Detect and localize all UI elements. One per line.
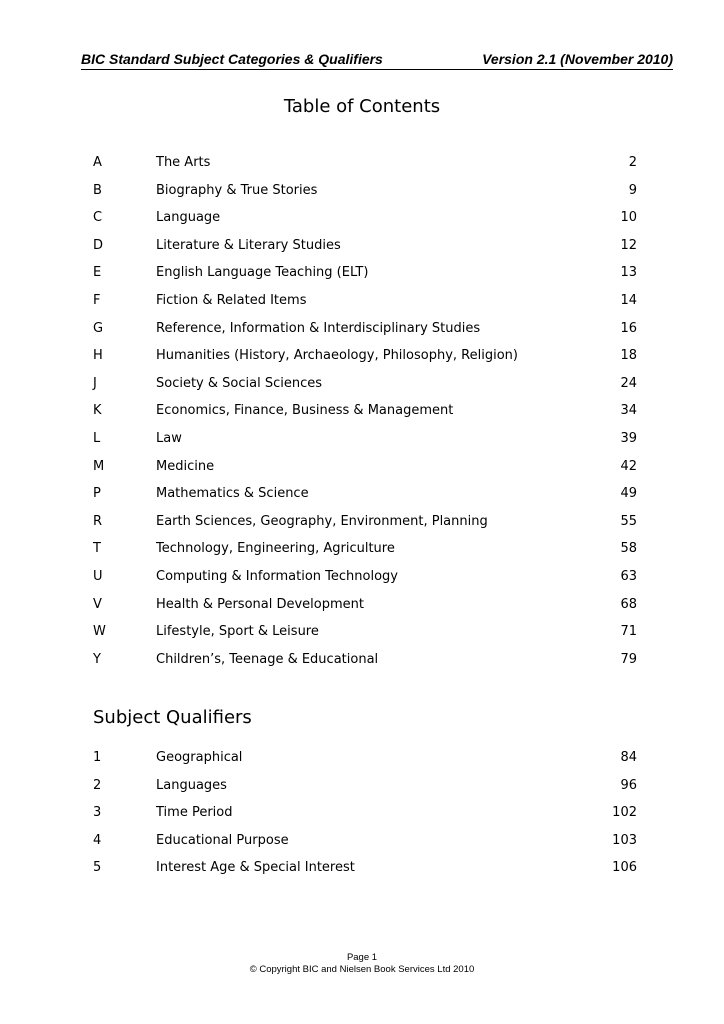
toc-entry bbox=[93, 652, 637, 670]
toc-name: Economics, Finance, Business & Management bbox=[156, 403, 454, 419]
qualifier-name: Interest Age & Special Interest bbox=[156, 860, 355, 876]
toc-entry bbox=[93, 210, 637, 228]
toc-name: Medicine bbox=[156, 458, 215, 474]
toc-name: English Language Teaching (ELT) bbox=[156, 265, 369, 281]
toc-code: R bbox=[93, 513, 103, 529]
toc-entry bbox=[93, 569, 637, 587]
toc-entry bbox=[93, 183, 637, 201]
toc-page-number: 2 bbox=[628, 155, 637, 170]
toc-name: Reference, Information & Interdisciplinary Studies bbox=[156, 320, 481, 336]
toc-code: P bbox=[93, 486, 101, 502]
toc-name: Earth Sciences, Geography, Environment, Planning bbox=[156, 513, 488, 529]
toc-name: Children’s, Teenage & Educational bbox=[156, 651, 379, 667]
qualifier-page-number: 106 bbox=[612, 860, 637, 876]
toc-page-number: 49 bbox=[620, 486, 637, 502]
toc-page-number: 16 bbox=[620, 320, 637, 336]
qualifier-code: 1 bbox=[93, 750, 102, 765]
toc-code: U bbox=[93, 569, 103, 584]
toc-entry bbox=[93, 265, 637, 283]
toc-page-number: 68 bbox=[620, 596, 637, 612]
qualifier-entry bbox=[93, 833, 637, 851]
qualifier-code: 4 bbox=[93, 832, 102, 848]
qualifier-name: Geographical bbox=[156, 750, 243, 765]
toc-code: G bbox=[93, 320, 104, 336]
qualifier-name: Educational Purpose bbox=[156, 832, 289, 848]
footer-copyright: © Copyright BIC and Nielsen Book Services Ltd 2010 bbox=[249, 964, 475, 975]
toc-name: Health & Personal Development bbox=[156, 596, 364, 612]
toc-name: Technology, Engineering, Agriculture bbox=[156, 541, 395, 557]
qualifier-page-number: 96 bbox=[620, 777, 637, 793]
toc-page-number: 71 bbox=[620, 624, 637, 640]
qualifier-entry bbox=[93, 805, 637, 823]
page-header bbox=[81, 51, 673, 70]
toc-page-number: 34 bbox=[620, 403, 637, 419]
toc-code: W bbox=[93, 624, 106, 640]
toc-code: M bbox=[93, 458, 105, 474]
toc-entry bbox=[93, 293, 637, 311]
toc-code: L bbox=[93, 431, 101, 446]
toc-entry bbox=[93, 486, 637, 504]
toc-entry bbox=[93, 403, 637, 421]
toc-code: K bbox=[93, 403, 102, 419]
qualifier-entry bbox=[93, 778, 637, 796]
toc-entry bbox=[93, 597, 637, 615]
toc-entry bbox=[93, 321, 637, 339]
toc-page-number: 10 bbox=[620, 210, 637, 226]
toc-name: The Arts bbox=[156, 155, 211, 170]
toc-name: Fiction & Related Items bbox=[156, 293, 307, 308]
toc-entry bbox=[93, 514, 637, 532]
toc-name: Mathematics & Science bbox=[156, 486, 309, 502]
toc-code: F bbox=[93, 293, 101, 308]
qualifier-code: 2 bbox=[93, 777, 102, 793]
qualifier-name: Languages bbox=[156, 777, 227, 793]
toc-code: C bbox=[93, 210, 103, 226]
toc-page-number: 9 bbox=[628, 182, 637, 198]
toc-page-number: 24 bbox=[620, 375, 637, 391]
toc-code: A bbox=[93, 155, 102, 170]
toc-name: Law bbox=[156, 431, 182, 446]
toc-name: Computing & Information Technology bbox=[156, 569, 398, 584]
toc-code: T bbox=[93, 541, 101, 557]
toc-page-number: 58 bbox=[620, 541, 637, 557]
qualifier-entry bbox=[93, 860, 637, 878]
toc-page-number: 39 bbox=[620, 431, 637, 446]
toc-page-number: 42 bbox=[620, 458, 637, 474]
toc-name: Literature & Literary Studies bbox=[156, 237, 341, 253]
qualifier-page-number: 103 bbox=[612, 832, 637, 848]
toc-page-number: 63 bbox=[620, 569, 637, 584]
toc-code: Y bbox=[93, 651, 101, 667]
qualifier-code: 3 bbox=[93, 805, 102, 821]
toc-entry bbox=[93, 541, 637, 559]
toc-entry bbox=[93, 376, 637, 394]
toc-entry bbox=[93, 624, 637, 642]
toc-code: J bbox=[93, 375, 97, 391]
document-title: BIC Standard Subject Categories & Qualifiers bbox=[81, 51, 383, 67]
toc-name: Language bbox=[156, 210, 221, 226]
toc-page-number: 12 bbox=[620, 237, 637, 253]
toc-name: Lifestyle, Sport & Leisure bbox=[156, 624, 319, 640]
document-version: Version 2.1 (November 2010) bbox=[482, 51, 673, 67]
qualifier-page-number: 84 bbox=[620, 750, 637, 765]
toc-heading: Table of Contents bbox=[283, 96, 441, 117]
toc-code: B bbox=[93, 182, 102, 198]
toc-name: Biography & True Stories bbox=[156, 182, 318, 198]
toc-name: Society & Social Sciences bbox=[156, 375, 322, 391]
toc-code: V bbox=[93, 596, 102, 612]
toc-page-number: 55 bbox=[620, 513, 637, 529]
toc-code: D bbox=[93, 237, 104, 253]
qualifier-code: 5 bbox=[93, 860, 102, 876]
qualifier-page-number: 102 bbox=[612, 805, 637, 821]
footer-page-number: Page 1 bbox=[346, 952, 378, 963]
toc-page-number: 13 bbox=[620, 265, 637, 281]
toc-code: H bbox=[93, 348, 103, 364]
toc-entry bbox=[93, 431, 637, 449]
toc-entry bbox=[93, 238, 637, 256]
toc-page-number: 14 bbox=[620, 293, 637, 308]
qualifier-name: Time Period bbox=[156, 805, 233, 821]
toc-page-number: 18 bbox=[620, 348, 637, 364]
toc-code: E bbox=[93, 265, 102, 281]
toc-entry bbox=[93, 155, 637, 173]
page-footer bbox=[0, 952, 724, 976]
toc-entry bbox=[93, 459, 637, 477]
toc-entry bbox=[93, 348, 637, 366]
toc-page-number: 79 bbox=[620, 651, 637, 667]
toc-name: Humanities (History, Archaeology, Philosophy, Religion) bbox=[156, 348, 518, 364]
qualifier-entry bbox=[93, 750, 637, 768]
qualifiers-heading: Subject Qualifiers bbox=[93, 707, 252, 728]
